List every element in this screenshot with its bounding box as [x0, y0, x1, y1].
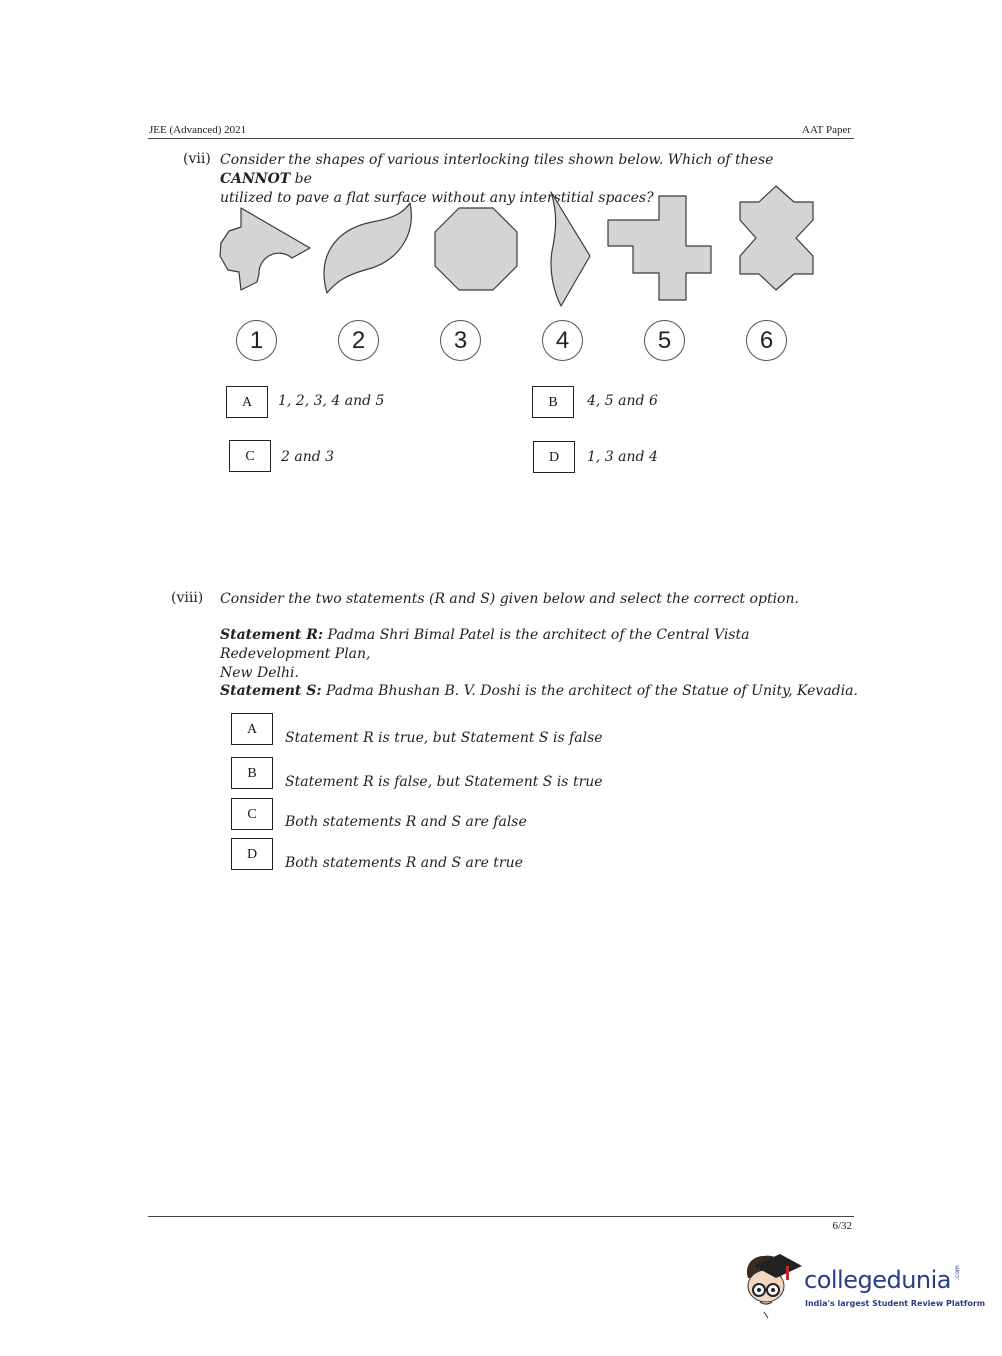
- footer-rule: [148, 1216, 854, 1217]
- statement-s: [220, 682, 858, 701]
- tile-shape-6: [740, 186, 813, 290]
- q7-option-a-text: 1, 2, 3, 4 and 5: [278, 393, 385, 409]
- statement-r-label: Statement R:: [220, 627, 324, 643]
- q8-option-b-box[interactable]: B: [231, 757, 273, 789]
- q8-option-a-text: Statement R is true, but Statement S is false: [285, 730, 603, 746]
- shape-label-1: 1: [236, 320, 277, 361]
- shape-label-6: 6: [746, 320, 787, 361]
- shape-label-2: 2: [338, 320, 379, 361]
- statement-r-line-2: New Delhi.: [220, 665, 299, 681]
- page-number: 6/32: [832, 1220, 852, 1232]
- tile-shape-4: [551, 192, 590, 306]
- tile-shape-2: [324, 203, 411, 293]
- q8-option-b-text: Statement R is false, but Statement S is true: [285, 774, 603, 790]
- statement-s-label: Statement S:: [220, 683, 322, 699]
- tile-shapes-figure: [0, 0, 1002, 320]
- q7-option-b-box[interactable]: B: [532, 386, 574, 418]
- tile-shape-5: [608, 196, 711, 300]
- statement-s-text: Padma Bhushan B. V. Doshi is the architect of the Statue of Unity, Kevadia.: [321, 683, 858, 699]
- q7-option-d-text: 1, 3 and 4: [587, 449, 658, 465]
- question-7-text-post: be: [290, 171, 312, 187]
- question-7-text-pre: Consider the shapes of various interlocking tiles shown below. Which of these: [220, 152, 774, 168]
- q8-option-d-text: Both statements R and S are true: [285, 855, 523, 871]
- q7-option-c-text: 2 and 3: [281, 449, 335, 465]
- q7-option-c-box[interactable]: C: [229, 440, 271, 472]
- logo-suffix: .com: [954, 1265, 961, 1280]
- statement-r-text: Padma Shri Bimal Patel is the architect of the Central Vista Redevelopment Plan,: [220, 627, 750, 662]
- q7-option-b-text: 4, 5 and 6: [587, 393, 658, 409]
- q8-option-c-box[interactable]: C: [231, 798, 273, 830]
- q7-option-d-box[interactable]: D: [533, 441, 575, 473]
- logo-tagline: India's largest Student Review Platform: [805, 1299, 986, 1308]
- question-7-emphasis: CANNOT: [220, 171, 291, 187]
- logo-wordmark: collegedunia: [804, 1266, 952, 1294]
- collegedunia-mascot-icon: [740, 1248, 804, 1320]
- header-left: JEE (Advanced) 2021: [149, 124, 247, 136]
- q8-option-a-box[interactable]: A: [231, 713, 273, 745]
- tile-shape-1: [220, 208, 310, 290]
- header-right: AAT Paper: [802, 124, 851, 136]
- question-8-text: Consider the two statements (R and S) given below and select the correct option.: [220, 591, 799, 607]
- question-8-number: (viii): [171, 590, 204, 606]
- shape-label-5: 5: [644, 320, 685, 361]
- statement-r: [220, 626, 860, 683]
- question-7-number: (vii): [183, 151, 211, 167]
- shape-label-3: 3: [440, 320, 481, 361]
- question-7-line-2: utilized to pave a flat surface without any interstitial spaces?: [220, 190, 654, 206]
- q7-option-a-box[interactable]: A: [226, 386, 268, 418]
- tile-shape-3: [435, 208, 517, 290]
- q8-option-d-box[interactable]: D: [231, 838, 273, 870]
- q8-option-c-text: Both statements R and S are false: [285, 814, 527, 830]
- shape-label-4: 4: [542, 320, 583, 361]
